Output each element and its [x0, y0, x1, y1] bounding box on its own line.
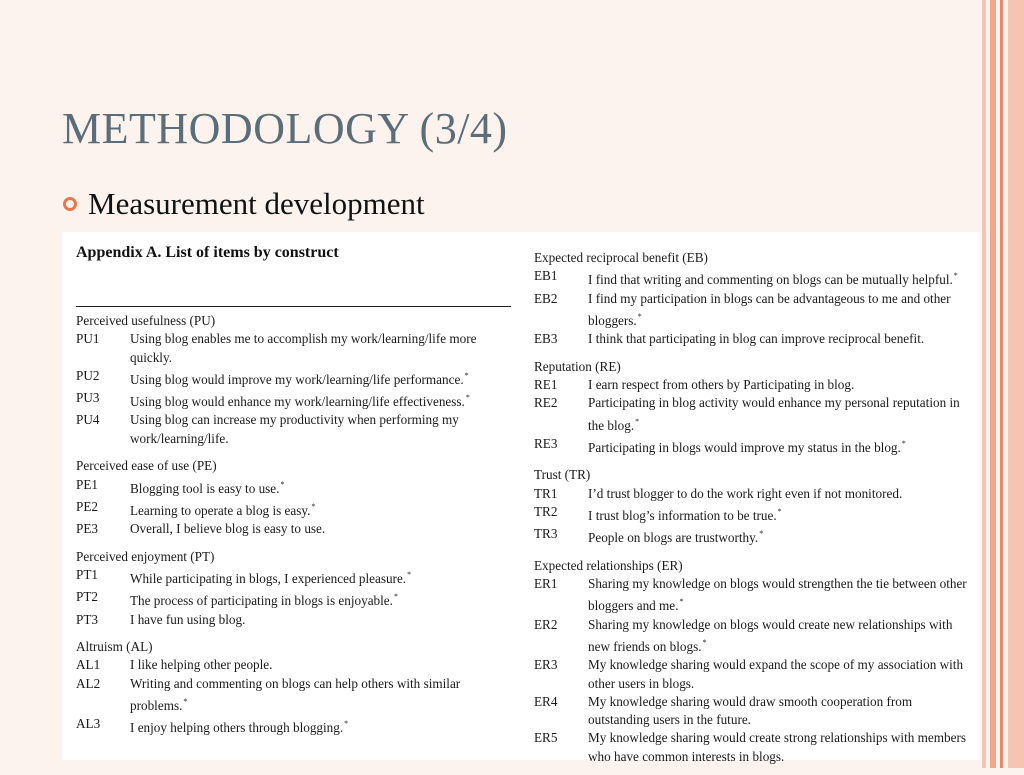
item-text	[588, 729, 974, 766]
asterisk-mark: *	[311, 501, 316, 511]
item-text	[130, 476, 516, 498]
construct-group	[76, 548, 516, 629]
item-text	[588, 525, 974, 547]
item-row	[534, 575, 974, 616]
item-code: ER4	[534, 693, 558, 709]
construct-group	[534, 557, 974, 766]
item-text	[588, 290, 974, 331]
construct-title: Perceived ease of use (PE)	[76, 458, 217, 474]
asterisk-mark: *	[280, 479, 285, 489]
item-code: PU1	[76, 331, 100, 347]
asterisk-mark: *	[777, 506, 782, 516]
item-code: AL2	[76, 675, 101, 691]
stripe-2	[990, 0, 996, 768]
construct-title: Trust (TR)	[534, 467, 591, 483]
item-statement: I’d trust blogger to do the work right even if not monitored.	[588, 485, 903, 501]
item-code: TR2	[534, 503, 558, 519]
item-code: AL3	[76, 716, 101, 732]
stripe-3	[1000, 0, 1003, 768]
bullet-item	[62, 186, 425, 222]
item-code: ER1	[534, 576, 558, 592]
item-code: AL1	[76, 657, 101, 673]
asterisk-mark: *	[393, 592, 398, 602]
item-row	[534, 376, 974, 394]
asterisk-mark: *	[702, 637, 707, 647]
item-row	[76, 715, 516, 737]
construct-title: Reputation (RE)	[534, 358, 621, 374]
item-text	[588, 656, 974, 693]
item-row	[534, 290, 974, 331]
item-statement: I like helping other people.	[130, 657, 273, 673]
item-row	[534, 656, 974, 693]
item-statement: The process of participating in blogs is enjoyable.	[130, 593, 393, 609]
right-column	[534, 249, 974, 775]
item-code: PE1	[76, 476, 98, 492]
item-statement: Participating in blog activity would enhance my personal reputation in the blog.	[588, 395, 960, 433]
item-statement: I trust blog’s information to be true.	[588, 507, 777, 523]
item-text	[130, 498, 516, 520]
item-text	[588, 693, 974, 730]
item-row	[76, 330, 516, 367]
item-row	[534, 616, 974, 657]
item-code: PT1	[76, 566, 98, 582]
item-row	[534, 729, 974, 766]
construct-title: Expected relationships (ER)	[534, 557, 683, 573]
item-statement: Learning to operate a blog is easy.	[130, 502, 311, 518]
item-code: ER3	[534, 657, 558, 673]
item-statement: I find that writing and commenting on blogs can be mutually helpful.	[588, 272, 953, 288]
item-text	[130, 367, 516, 389]
asterisk-mark: *	[465, 393, 470, 403]
item-row	[534, 435, 974, 457]
item-row	[76, 611, 516, 629]
asterisk-mark: *	[901, 438, 906, 448]
item-code: PU2	[76, 367, 100, 383]
construct-group	[534, 358, 974, 457]
item-row	[76, 520, 516, 538]
item-row	[534, 525, 974, 547]
item-statement: Using blog would improve my work/learning/life performance.	[130, 371, 464, 387]
construct-title: Expected reciprocal benefit (EB)	[534, 250, 708, 265]
item-code: TR1	[534, 485, 558, 501]
construct-title: Perceived enjoyment (PT)	[76, 548, 215, 564]
item-text	[130, 566, 516, 588]
item-statement: I enjoy helping others through blogging.	[130, 720, 344, 736]
item-row	[534, 693, 974, 730]
item-row	[534, 503, 974, 525]
construct-title: Perceived usefulness (PU)	[76, 313, 216, 328]
item-text	[588, 394, 974, 435]
item-statement: People on blogs are trustworthy.	[588, 530, 759, 546]
item-row	[534, 485, 974, 503]
item-text	[130, 656, 516, 674]
item-statement: Sharing my knowledge on blogs would create new relationships with new friends on blogs.	[588, 616, 953, 654]
slide-title: METHODOLOGY (3/4)	[62, 104, 508, 153]
item-text	[130, 675, 516, 716]
item-code: PU3	[76, 390, 100, 406]
construct-title: Altruism (AL)	[76, 639, 153, 655]
asterisk-mark: *	[344, 719, 349, 729]
item-row	[76, 498, 516, 520]
circle-bullet-icon	[62, 196, 78, 212]
item-row	[76, 476, 516, 498]
item-statement: I earn respect from others by Participating in blog.	[588, 376, 855, 392]
item-row	[76, 389, 516, 411]
item-code: EB3	[534, 331, 558, 347]
item-code: PE2	[76, 498, 98, 514]
item-statement: Writing and commenting on blogs can help others with similar problems.	[130, 675, 461, 713]
item-code: TR3	[534, 526, 558, 542]
item-code: RE1	[534, 376, 558, 392]
item-text	[588, 267, 974, 289]
bullet-text: Measurement development	[88, 186, 425, 221]
item-row	[76, 566, 516, 588]
item-text	[588, 503, 974, 525]
item-text	[130, 520, 516, 538]
item-code: RE3	[534, 435, 558, 451]
item-code: EB2	[534, 290, 558, 306]
item-code: RE2	[534, 395, 558, 411]
item-text	[588, 485, 974, 503]
appendix-heading: Appendix A. List of items by construct	[76, 244, 339, 261]
item-row	[534, 267, 974, 289]
item-text	[130, 330, 516, 367]
construct-group	[76, 312, 516, 448]
item-row	[76, 588, 516, 610]
item-text	[130, 715, 516, 737]
construct-group	[76, 457, 516, 538]
decorative-stripes	[982, 0, 1024, 768]
item-statement: Using blog can increase my productivity when performing my work/learning/life.	[130, 412, 459, 446]
item-row	[534, 330, 974, 348]
item-row	[534, 394, 974, 435]
item-statement: Using blog would enhance my work/learning/life effectiveness.	[130, 394, 465, 410]
asterisk-mark: *	[464, 370, 469, 380]
item-row	[76, 656, 516, 674]
item-code: PT3	[76, 611, 98, 627]
item-row	[76, 675, 516, 716]
item-code: ER2	[534, 616, 558, 632]
asterisk-mark: *	[679, 597, 684, 607]
item-text	[588, 435, 974, 457]
item-statement: I think that participating in blog can improve reciprocal benefit.	[588, 331, 925, 347]
item-text	[588, 575, 974, 616]
construct-group	[534, 249, 974, 348]
asterisk-mark: *	[759, 529, 764, 539]
item-text	[588, 376, 974, 394]
item-code: PT2	[76, 589, 98, 605]
item-statement: Overall, I believe blog is easy to use.	[130, 521, 326, 537]
item-statement: I find my participation in blogs can be advantageous to me and other bloggers.	[588, 290, 951, 328]
item-text	[130, 411, 516, 448]
construct-group	[76, 638, 516, 737]
item-statement: While participating in blogs, I experienced pleasure.	[130, 570, 407, 586]
item-statement: I have fun using blog.	[130, 611, 246, 627]
item-statement: My knowledge sharing would expand the scope of my association with other users in blogs.	[588, 657, 964, 691]
heading-rule	[76, 306, 511, 307]
item-code: EB1	[534, 268, 558, 284]
item-text	[130, 611, 516, 629]
item-text	[588, 330, 974, 348]
asterisk-mark: *	[953, 271, 958, 281]
item-statement: Sharing my knowledge on blogs would strengthen the tie between other bloggers and me.	[588, 576, 967, 614]
stripe-4	[1008, 0, 1024, 768]
asterisk-mark: *	[407, 569, 412, 579]
asterisk-mark: *	[183, 696, 188, 706]
asterisk-mark: *	[635, 416, 640, 426]
stripe-1	[982, 0, 986, 768]
item-statement: My knowledge sharing would create strong relationships with members who have common interests in blogs.	[588, 730, 966, 764]
asterisk-mark: *	[637, 311, 642, 321]
item-statement: Participating in blogs would improve my status in the blog.	[588, 439, 901, 455]
item-statement: Using blog enables me to accomplish my work/learning/life more quickly.	[130, 331, 477, 365]
item-row	[76, 411, 516, 448]
construct-group	[534, 466, 974, 547]
item-statement: My knowledge sharing would draw smooth cooperation from outstanding users in the future.	[588, 693, 913, 728]
item-text	[130, 588, 516, 610]
item-statement: Blogging tool is easy to use.	[130, 480, 280, 496]
item-code: ER5	[534, 730, 558, 746]
item-code: PU4	[76, 412, 100, 428]
item-code: PE3	[76, 521, 98, 537]
item-text	[130, 389, 516, 411]
item-row	[76, 367, 516, 389]
left-column	[76, 312, 516, 747]
item-text	[588, 616, 974, 657]
